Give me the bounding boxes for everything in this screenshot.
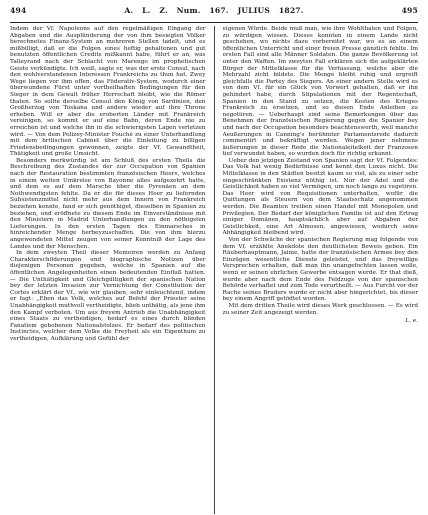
paragraph: Ueber den jetzigen Zustand von Spanien sagt der Vf. Folgendes: Das Volk hat wenig Bedürfnisse und kennt den Luxus nicht. Die Mittelklasse in den Städten besitzt kaum so viel, als zu einer sehr eingeschränkten Existenz nöthig ist. Nur der Adel und die Geistlichkeit haben so viel Vermögen, um noch lange zu vegetiren. Das Heer wird von Requisitionen unterhalten, wofür die Quittungen als Steuern von dem Staatsschatz angenommen werden. Die Beamten treiben einen Handel mit Monopolen und Privilegien. Der Bedarf der königlichen Familie ist auf den Ertrag einiger Domänen, hauptsächlich aber auf Abgaben der Geistlichkeit, eine Art Almosen, angewiesen, wodurch seine Abhängigkeit bleibend wird. xyxy=(222,157,418,237)
issue-number: Num. 167. xyxy=(176,6,229,15)
right-column xyxy=(223,26,419,514)
journal-name: A. L. Z. xyxy=(124,6,168,15)
issue-month: JULIUS xyxy=(237,6,271,15)
column-divider xyxy=(214,26,215,514)
paragraph: In dem zweyten Theil dieser Memoiren werden zu Anfang Charakterschilderungen und biographische Notizen über diejenigen Personen gegeben, welche in Spanien auf die öffentlichen Angelegenheiten einen bedeutenden Einfluß hatten. — Die Unthätigkeit und Gleichgültigkeit der spanischen Nation bey der letzten Invasion zur Vernichtung der Constitution der Cortes erklärt der Vf., wie wir glauben, sehr einleuchtend, indem er fagt: „Eben das Volk, welches auf Befehl der Priester seine Unabhängigkeit muthvoll vertheidigte, blieb unthätig, als jene ihm den Kampf verboten. Um aus freyem Antrieb die Unabhängigkeit eines Staats zu vertheidigen, bedarf es eines durch blinden Fanatism gehobenen Nationalstolzes. Er bedarf des politischen Instinctes, welcher dem Volke die Freyheit als ein Eigenthum zu vertheidigen, Aufklärung und Gefühl der xyxy=(10,250,206,342)
page-number-left: 494 xyxy=(10,6,27,15)
issue-year: 1827. xyxy=(278,6,304,15)
author-signature: L. e. xyxy=(405,318,418,325)
paragraph: Indem der Vf. Napoleons auf den regelmäßigen Eingang der Abgaben und die Ausplünderung der von ihm besiegten Völker berechnetes Finanz-System an mehreren Stellen tadelt, und es mißbilligt, daß er die Folgen eines heftig gehaltenen und gut benutzten öffentlichen Credits mißkannt habe, führt er an, was Talleyrand nach der Schlacht von Marengo im prophetischen Geiste verkündigte. Ich weiß, sagte er, was der erste Consul, nach den wohlverstandenen Interessen Frankreichs zu thun hat. Zwey Wege liegen vor ihm offen, das Föderativ-System, wodurch einer überwundene Fürst unter vortheilhaften Bedingungen für den Sieger in dem Gewalt früher Herrschaft bleibt, wie die Römer thaten. So sollte derselbe Consul den König von Sardinien, den Großherzog von Toskana und andere wieder auf ihre Throne erheben. Will er aber die eroberten Länder mit Frankreich vereinigen, so kommt er auf eine Bahn, deren Ende nie zu erreichen ist und welche ihn in die schwierigsten Lagen verletzen wird. — Von dem Polizey-Minister Fouché zu einer Unterhandlung mit dem britischen Cabinet über die Einleitung zu billigen Friedensbedingungen gewonnen, zeigte der Vf. Gewandtheit, Thätigkeit und große Umsicht. xyxy=(10,26,206,158)
running-title xyxy=(26,6,401,15)
paragraph: Mit dem dritten Theile wird dieses Werk geschlossen. — Es wird zu seiner Zeit angezeigt werden. xyxy=(222,302,418,316)
paragraph: Besonders merkwürdig ist am Schluß des ersten Theils die Beschreibung des Zustandes der zur Occupation von Spanien nach der Restauration bestimmten französischen Heers, welches in einem weiten Umkreise von Bayonne alles aufgezehrt hatte, und dem es auf dem Marsche über die Pyrenäen an dem Nothwendigsten fehlte. Da er die für dieses Heer zu liefernden Subsistenzmittel nicht mehr aus dem Innern von Frankreich beziehen konnte, fand er sich genöthiget, dieselben in Spanien zu beziehen, und eröffnete zu diesem Ende im Einverständnisse mit den Ministern in Madrid Unterhandlungen zu den nöthigsten Lieferungen. In den ersten Tagen des Einmarsches in hinreichender Menge herbeyzuschaffen. Die von ihm hierzu angewendeten Mittel zeugen von seiner Kenntniß der Lage des Landes und der Menschen. xyxy=(10,157,206,250)
paragraph: eigenen Würde. Beide muß man, wie ihre Wohlthaten und Folgen, zu würdigen wissen. Dieses konnten in einem Lande nicht geschehen, wo nichts dazu vorbereitet war, wo es an einem öffentlichen Unterricht und einer freien Presse gänzlich fehlte. Im ersten Fall sind alle Männer Soldaten. Die ganze Bevölkerung ist unter den Waffen. Im zweyten Fall erklären sich die aufgeklärten Bürger der Mittelklasse für die Verfassung, welche aber die Mehrzahl zicht bildete. Die Menge bleibt ruhig und ergreift gleichfalls die Partey des Siegers. An einer andern Stelle wird es von dem Vf. für ein Glück von Vorwert gehalten, daß er ihn gehindert habe, durch Stipulationen mit der Regentschaft, Spanien in den Stand zu setzen, die Kosten des Krieges Frankreich zu ersetzen, und so diesen Ende Anleihen zu negotiiren. — Ueberhaupt sind seine Bemerkungen über das Benehmen der französischen Regierung gegen die Spanier bey und nach der Occupation besonders beachtenswerth, weil manche Aeußerungen in Canning's berühmter Parlamentsrede dadurch commentirt und bekräftigt werden. Wegen jener nehmens äußerungen in dieser Rede die Nationaleitelkeit der Franzosen tief verwundet haben, so wurden doch für richtig erkannt. xyxy=(222,26,418,158)
page-header xyxy=(10,6,418,20)
header-rule xyxy=(10,22,418,23)
text-columns xyxy=(10,26,418,514)
left-column xyxy=(10,26,206,514)
page-number-right: 495 xyxy=(401,6,418,15)
paragraph: Von der Schwäche der spanischen Regierung mag folgende von dem Vf. erzählte Anekdote den deutlichsten Beweis geben. Ein Räuberhauptmann, Jaime, hatte der französischen Armee bey den Einzügen wesentliche Dienste geleistet, und das freywillige Versprechen erhalten, daß man ihn unangefochten lassen wolle, wenn er seinen ehrlichen Gewerbe entsagen werde. Er that dieß, wurde aber nach dem Ende des Feldzugs von der spanischen Behörde verhaftet und zum Tode verurtheilt. — Aus Furcht vor der Rache seines Bruders wurde er nicht aber hingerichtet, bis dieser bey einem Angriff getödtet worden. xyxy=(222,237,418,303)
